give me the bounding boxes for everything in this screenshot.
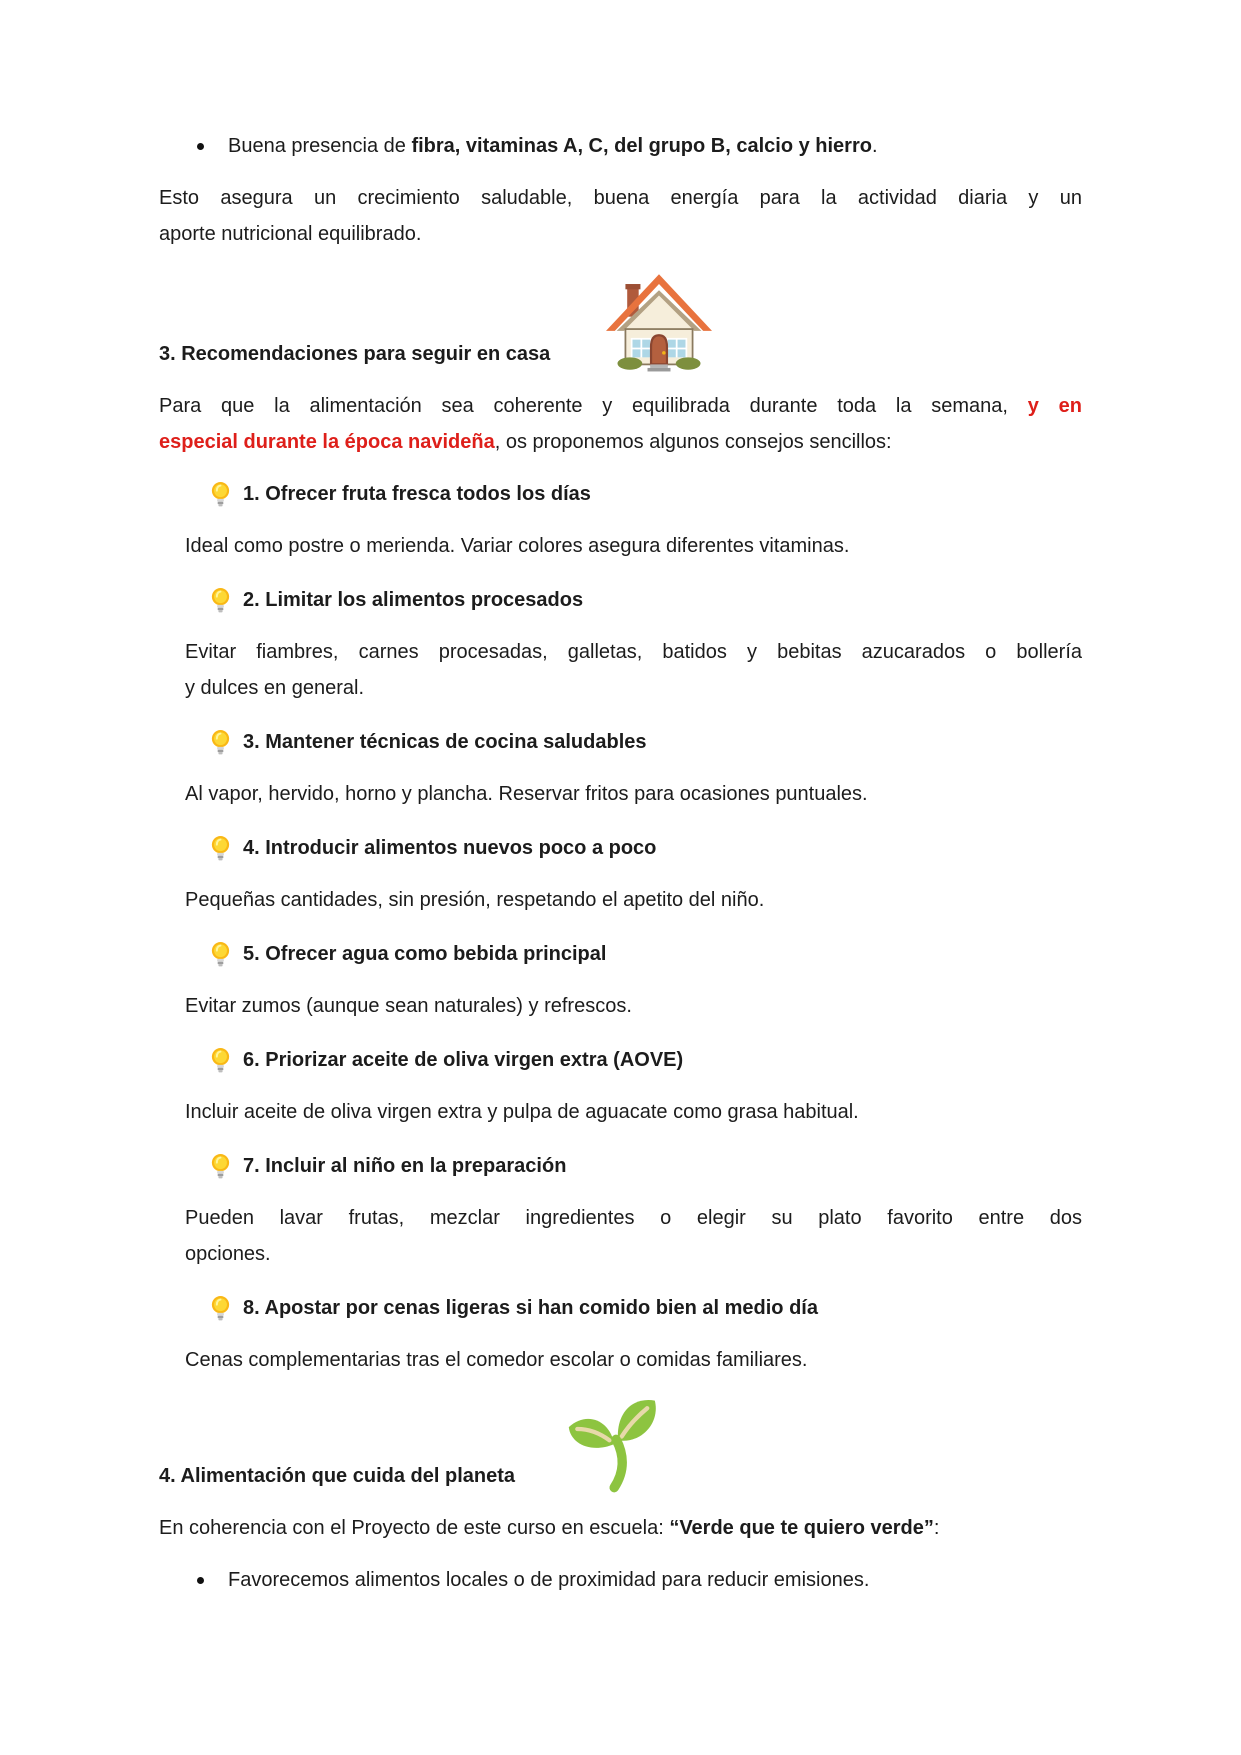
tip-title-row	[209, 582, 1082, 618]
tip-title-row	[209, 476, 1082, 512]
section3-intro-text: Para que la alimentación sea coherente y equilibrada durante toda la semana,	[159, 395, 1008, 417]
intro-paragraph-line1: Esto asegura un crecimiento saludable, buena energía para la actividad diaria y un	[159, 187, 1082, 209]
tip-item-5	[159, 936, 1082, 1024]
intro-bullet-suffix: .	[871, 135, 878, 157]
tip-body	[185, 1094, 1082, 1130]
section3-intro-line2	[159, 424, 1082, 460]
tip-title: 4. Introducir alimentos nuevos poco a poco	[243, 837, 657, 859]
lightbulb-icon	[209, 834, 232, 863]
tip-body	[185, 528, 1082, 564]
tip-title: 1. Ofrecer fruta fresca todos los días	[243, 483, 591, 505]
tip-item-6	[159, 1042, 1082, 1130]
section4-intro-prefix: En coherencia con el Proyecto de este curso en escuela:	[159, 1517, 670, 1539]
tip-title: 2. Limitar los alimentos procesados	[243, 589, 584, 611]
bullet-dot	[197, 1577, 204, 1584]
tip-item-8	[159, 1290, 1082, 1378]
tip-title-row	[209, 830, 1082, 866]
section3-intro	[159, 388, 1082, 460]
tips-list	[159, 476, 1082, 1378]
lightbulb-icon	[209, 586, 232, 615]
tip-body	[185, 988, 1082, 1024]
tip-item-4	[159, 830, 1082, 918]
lightbulb-icon	[209, 480, 232, 509]
lightbulb-icon	[209, 1294, 232, 1323]
tip-title: 3. Mantener técnicas de cocina saludables	[243, 731, 647, 753]
tip-title: 6. Priorizar aceite de oliva virgen extra (AOVE)	[243, 1049, 684, 1071]
tip-title-row	[209, 1290, 1082, 1326]
section4-intro	[159, 1510, 1082, 1546]
section4-bullet-text: Favorecemos alimentos locales o de proximidad para reducir emisiones.	[228, 1569, 870, 1591]
tip-item-3	[159, 724, 1082, 812]
section4-bullet-item	[159, 1562, 1082, 1598]
section4-intro-bold: “Verde que te quiero verde”	[669, 1517, 934, 1539]
house-icon	[606, 268, 712, 376]
lightbulb-icon	[209, 1152, 232, 1181]
tip-body-line1: Ideal como postre o merienda. Variar colores asegura diferentes vitaminas.	[185, 535, 850, 557]
tip-title-row	[209, 724, 1082, 760]
section3-intro-text-end: , os proponemos algunos consejos sencillos:	[494, 431, 892, 453]
seedling-icon	[565, 1396, 669, 1496]
tip-title-row	[209, 1042, 1082, 1078]
lightbulb-icon	[209, 728, 232, 757]
tip-body-line2: opciones.	[185, 1243, 271, 1265]
tip-item-2	[159, 582, 1082, 706]
tip-body	[185, 882, 1082, 918]
tip-body-line1: Cenas complementarias tras el comedor escolar o comidas familiares.	[185, 1349, 808, 1371]
section3-heading: 3. Recomendaciones para seguir en casa	[159, 343, 551, 365]
section4-heading-row	[159, 1396, 1082, 1494]
intro-paragraph	[159, 180, 1082, 252]
tip-body-line1: Evitar fiambres, carnes procesadas, galletas, batidos y bebitas azucarados o bollería	[185, 641, 1082, 663]
tip-body	[185, 776, 1082, 812]
tip-body	[185, 1342, 1082, 1378]
intro-bullet-item	[159, 128, 1082, 164]
tip-item-1	[159, 476, 1082, 564]
tip-title-row	[209, 1148, 1082, 1184]
tip-body-line1: Al vapor, hervido, horno y plancha. Reservar fritos para ocasiones puntuales.	[185, 783, 868, 805]
tip-body-line1: Incluir aceite de oliva virgen extra y pulpa de aguacate como grasa habitual.	[185, 1101, 859, 1123]
section4-intro-suffix: :	[933, 1517, 940, 1539]
section3-intro-red-end: especial durante la época navideña	[159, 431, 495, 453]
tip-body-line1: Pueden lavar frutas, mezclar ingredientes o elegir su plato favorito entre dos	[185, 1207, 1082, 1229]
tip-title: 7. Incluir al niño en la preparación	[243, 1155, 567, 1177]
tip-body-line1: Pequeñas cantidades, sin presión, respetando el apetito del niño.	[185, 889, 765, 911]
lightbulb-icon	[209, 940, 232, 969]
lightbulb-icon	[209, 1046, 232, 1075]
tip-title: 5. Ofrecer agua como bebida principal	[243, 943, 607, 965]
tip-body-line1: Evitar zumos (aunque sean naturales) y refrescos.	[185, 995, 632, 1017]
tip-body	[185, 634, 1082, 706]
intro-bullet-bold: fibra, vitaminas A, C, del grupo B, calcio y hierro	[411, 135, 872, 157]
bullet-dot	[197, 143, 204, 150]
section3-heading-row	[159, 268, 1082, 372]
tip-body	[185, 1200, 1082, 1272]
section3-intro-line1	[159, 388, 1082, 424]
tip-title: 8. Apostar por cenas ligeras si han comido bien al medio día	[243, 1297, 818, 1319]
tip-body-line2: y dulces en general.	[185, 677, 365, 699]
section3-intro-red-start: y en	[1027, 395, 1082, 417]
intro-paragraph-line2: aporte nutricional equilibrado.	[159, 223, 422, 245]
section4-heading: 4. Alimentación que cuida del planeta	[159, 1465, 516, 1487]
intro-bullet-prefix: Buena presencia de	[228, 135, 412, 157]
tip-title-row	[209, 936, 1082, 972]
intro-bullet-text	[228, 128, 878, 164]
tip-item-7	[159, 1148, 1082, 1272]
